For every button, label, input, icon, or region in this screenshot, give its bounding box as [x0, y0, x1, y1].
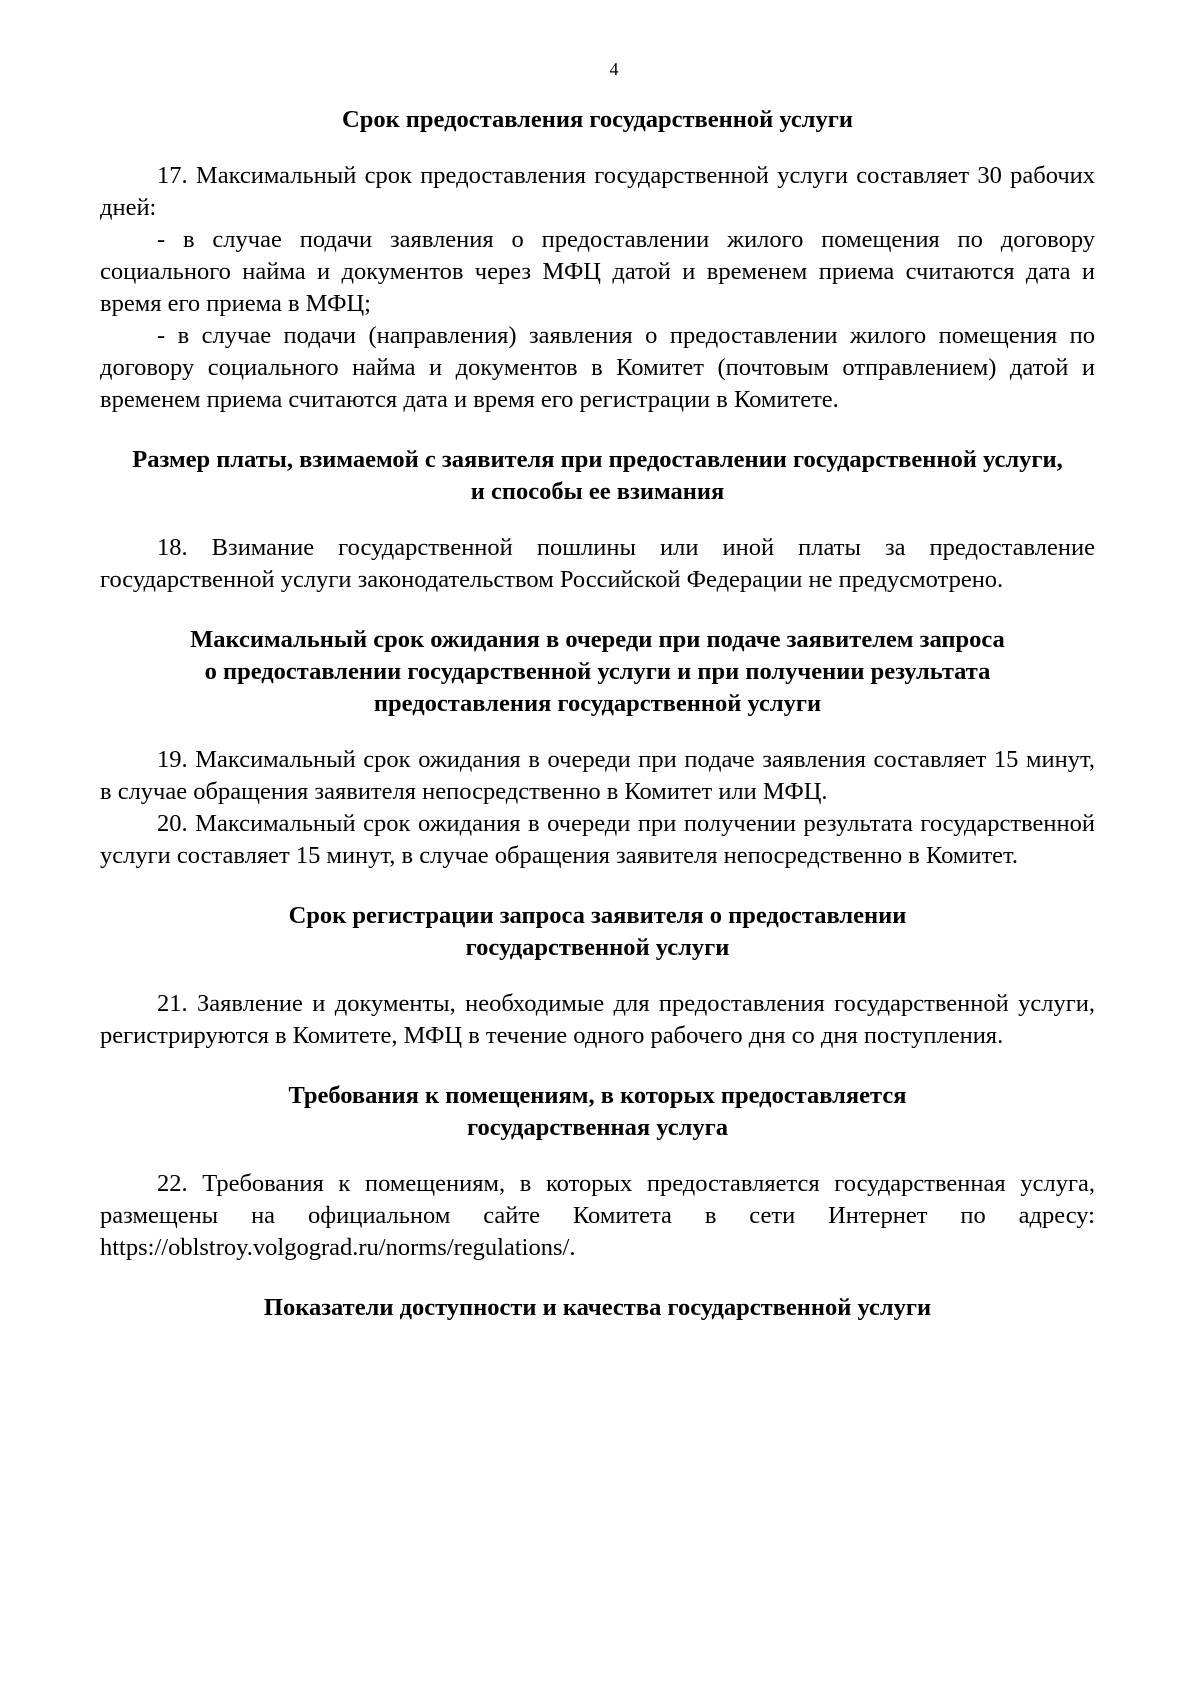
heading-line: государственная услуга	[467, 1114, 728, 1141]
heading-line: о предоставлении государственной услуги и при получении результата	[204, 658, 991, 685]
heading-line: Срок предоставления государственной услуги	[342, 106, 853, 133]
section-heading-term	[100, 104, 1095, 136]
paragraph-22: 22. Требования к помещениям, в которых предоставляется государственная услуга, размещены на официальном сайте Комитета в сети Интернет по адресу: https://oblstroy.volgograd.ru/norms/regulations/.	[100, 1170, 1095, 1261]
paragraph-21: 21. Заявление и документы, необходимые для предоставления государственной услуги, регистрируются в Комитете, МФЦ в течение одного рабочего дня со дня поступления.	[100, 990, 1095, 1049]
paragraph-17-item-committee: - в случае подачи (направления) заявления о предоставлении жилого помещения по договору социального найма и документов в Комитет (почтовым отправлением) датой и временем приема считаются дата и время его регистрации в Комитете.	[100, 322, 1095, 413]
page-number: 4	[609, 59, 619, 79]
heading-line: Размер платы, взимаемой с заявителя при предоставлении государственной услуги,	[132, 446, 1063, 473]
section-heading-premises	[100, 1080, 1095, 1144]
heading-line: Показатели доступности и качества государственной услуги	[263, 1294, 932, 1321]
paragraph-18: 18. Взимание государственной пошлины или иной платы за предоставление государственной услуги законодательством Российской Федерации не предусмотрено.	[100, 534, 1095, 593]
section-heading-fee	[100, 444, 1095, 508]
paragraph-19: 19. Максимальный срок ожидания в очереди при подаче заявления составляет 15 минут, в случае обращения заявителя непосредственно в Комитет или МФЦ.	[100, 746, 1095, 805]
heading-line: Требования к помещениям, в которых предоставляется	[288, 1082, 907, 1109]
heading-line: государственной услуги	[465, 934, 730, 961]
heading-line: Срок регистрации запроса заявителя о предоставлении	[288, 902, 907, 929]
heading-line: Максимальный срок ожидания в очереди при подаче заявителем запроса	[190, 626, 1005, 653]
paragraph-17: 17. Максимальный срок предоставления государственной услуги составляет 30 рабочих дней:	[100, 162, 1095, 221]
paragraph-20: 20. Максимальный срок ожидания в очереди при получении результата государственной услуги составляет 15 минут, в случае обращения заявителя непосредственно в Комитет.	[100, 810, 1095, 869]
paragraph-17-item-mfc: - в случае подачи заявления о предоставлении жилого помещения по договору социального найма и документов через МФЦ датой и временем приема считаются дата и время его приема в МФЦ;	[100, 226, 1095, 317]
section-heading-registration	[100, 900, 1095, 964]
heading-line: предоставления государственной услуги	[373, 690, 822, 717]
section-heading-quality	[100, 1292, 1095, 1324]
heading-line: и способы ее взимания	[470, 478, 725, 505]
section-heading-queue	[100, 624, 1095, 720]
